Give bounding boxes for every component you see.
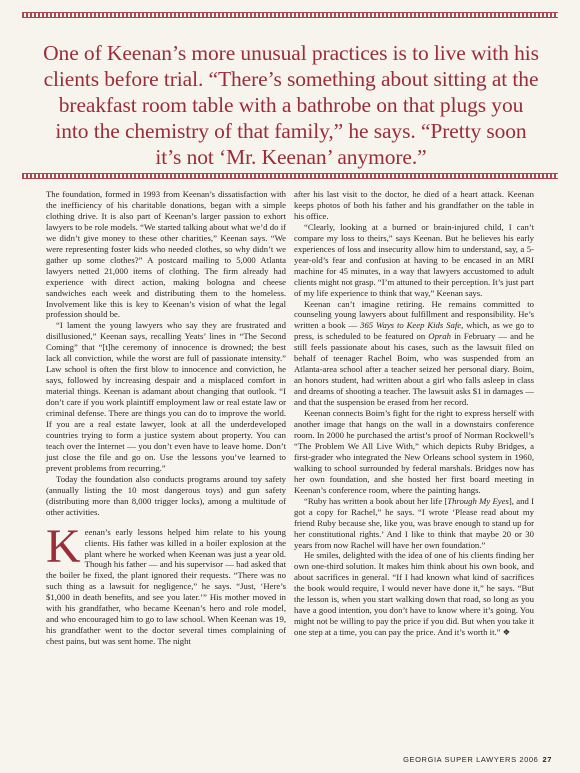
paragraph: after his last visit to the doctor, he died of a heart attack. Keenan keeps photos of both his father and his grandfather on the table in his office. (294, 189, 534, 221)
pull-quote: One of Keenan’s more unusual practices is to live with his clients before trial. “There’s something about sitting at the breakfast room table with a bathrobe on that plugs you into the chemistry of that family,” he says. “Pretty soon it’s not ‘Mr. Keenan’ anymore.” (43, 41, 539, 169)
paragraph-text: Keenan can’t imagine retiring. He remains committed to counseling young lawyers about fulfillment and responsibility. He’s written a book — (294, 298, 534, 331)
publication-name: GEORGIA SUPER LAWYERS 2006 (403, 755, 539, 764)
right-text-column (294, 189, 534, 638)
paragraph: Today the foundation also conducts programs around toy safety (annually listing the 10 most dangerous toys) and gun safety (distributing more than 8,000 trigger locks), among a multitude of other activities. (46, 473, 286, 517)
page-number: 27 (542, 755, 552, 764)
paragraph-text: in February — and he still feels passionate about his cases, such as the lawsuit filed on behalf of teenager Rachel Boim, who was suspended from an Atlanta-area school after a teacher seized her personal diary. Boim, an honors student, had written about a girl who falls asleep in class and dreams of shooting a teacher. The lawsuit asks $1 in damages — and that the suspension be erased from her record. (294, 331, 534, 408)
paragraph: “I lament the young lawyers who say they are frustrated and disillusioned,” Keenan says, recalling Yeats’ lines in “The Second Coming” that “[t]he ceremony of innocence is drowned; the best lack all conviction, while the worst are full of passionate intensity.” Law school is often the first blow to innocence and conviction, he says, followed by increasing despair and a misplaced comfort in material things. Keenan is adamant about changing that outlook. “I don’t care if you work plaintiff employment law or real estate law or criminal defense. There are things you can do to improve the world. If you are a real estate lawyer, look at all the underdeveloped countries trying to form a justice system about property. You can teach over the Internet — you don’t even have to leave home. Don’t just close the file and go on. Use the lessons you’ve learned to prevent problems from recurring.” (46, 320, 286, 473)
dropcap-paragraph (46, 519, 286, 647)
book-title: 365 Ways to Keep Kids Safe (360, 320, 462, 331)
paragraph: He smiles, delighted with the idea of one of his clients finding her own one-third solution. It makes him think about his own book, and about sacrifices in general. “If I had known what kind of sacrifices the book would require, I would never have done it,” he says. “But the lesson is, when you start walking down that road, so long as you have a good intention, you don’t have to know where it’s going. You might not be willing to pay the price if you did. But when you take it one step at a time, you can pay the price. And it’s worth it.” ❖ (294, 550, 534, 638)
paragraph-text: “Ruby has written a book about her life [ (304, 495, 448, 506)
paragraph: The foundation, formed in 1993 from Keenan’s dissatisfaction with the inefficiency of his charitable donations, began with a simple clothing drive. It is also part of Keenan’s larger passion to exhort lawyers to be role models. “We started talking about what we’d do if we didn’t give money to these other charities,” Keenan says. “We were representing foster kids who needed clothes, so why didn’t we gather up some clothes?” A postcard mailing to 5,000 Atlanta lawyers netted 21,000 items of clothing. The firm already had experience with direct action, making bologna and cheese sandwiches each week and distributing them to the homeless. Involvement like this is key to Keenan’s vision of what the legal profession should be. (46, 189, 286, 320)
paragraph-text: eenan’s early lessons helped him relate to his young clients. His father was killed in a boiler explosion at the plant where he worked when Keenan was just a year old. Though his father — and his supervisor — had asked that the boiler be fixed, the plant ignored their requests. “There was no such thing as a lawsuit for negligence,” he says. “Just, ‘Here’s $1,000 in death benefits, and see you later.’” His mother moved in with his grandfather, who became Keenan’s hero and role model, and who encouraged him to go to law school. When Keenan was 19, his grandfather went to the doctor several times complaining of chest pains, but was sent home. The night (46, 526, 286, 647)
left-text-column (46, 189, 286, 647)
paragraph: Keenan connects Boim’s fight for the right to express herself with another image that hangs on the wall in a downstairs conference room. In 2000 he purchased the artist’s proof of Norman Rockwell’s “The Problem We All Live With,” which depicts Ruby Bridges, a first-grader who integrated the New Orleans school system in 1960, walking to school surrounded by federal marshals. Bridges now has her own foundation, and she hosted her first board meeting in Keenan’s conference room, where the painting hangs. (294, 408, 534, 495)
paragraph (294, 299, 534, 409)
drop-cap-letter: K (46, 519, 81, 573)
paragraph-text: , which, as we go to press, is scheduled to be featured on (294, 320, 534, 342)
paragraph-text: ], and I got a copy for Rachel,” he says. “I wrote ‘Please read about my friend Ruby because she, like you, was brave enough to stand up for her constitutional rights.’ And I like to think that maybe 20 or 30 years from now Rachel will have her own foundation.” (294, 495, 534, 550)
paragraph (294, 496, 534, 551)
book-title: Through My Eyes (447, 495, 509, 506)
bottom-decorative-rule (22, 173, 558, 179)
page-footer (403, 755, 552, 764)
top-decorative-rule (22, 12, 558, 18)
paragraph: “Clearly, looking at a burned or brain-injured child, I can’t compare my loss to theirs,” says Keenan. But he believes his early experiences of loss and insecurity allow him to understand, say, a 5-year-old’s fear and confusion at having to be encased in an MRI machine for 45 minutes, in a way that lawyers accustomed to adult clients might not grasp. “I’m attuned to their perception. It’s just part of my life experience to think that way,” Keenan says. (294, 221, 534, 298)
show-title: Oprah (428, 331, 451, 342)
